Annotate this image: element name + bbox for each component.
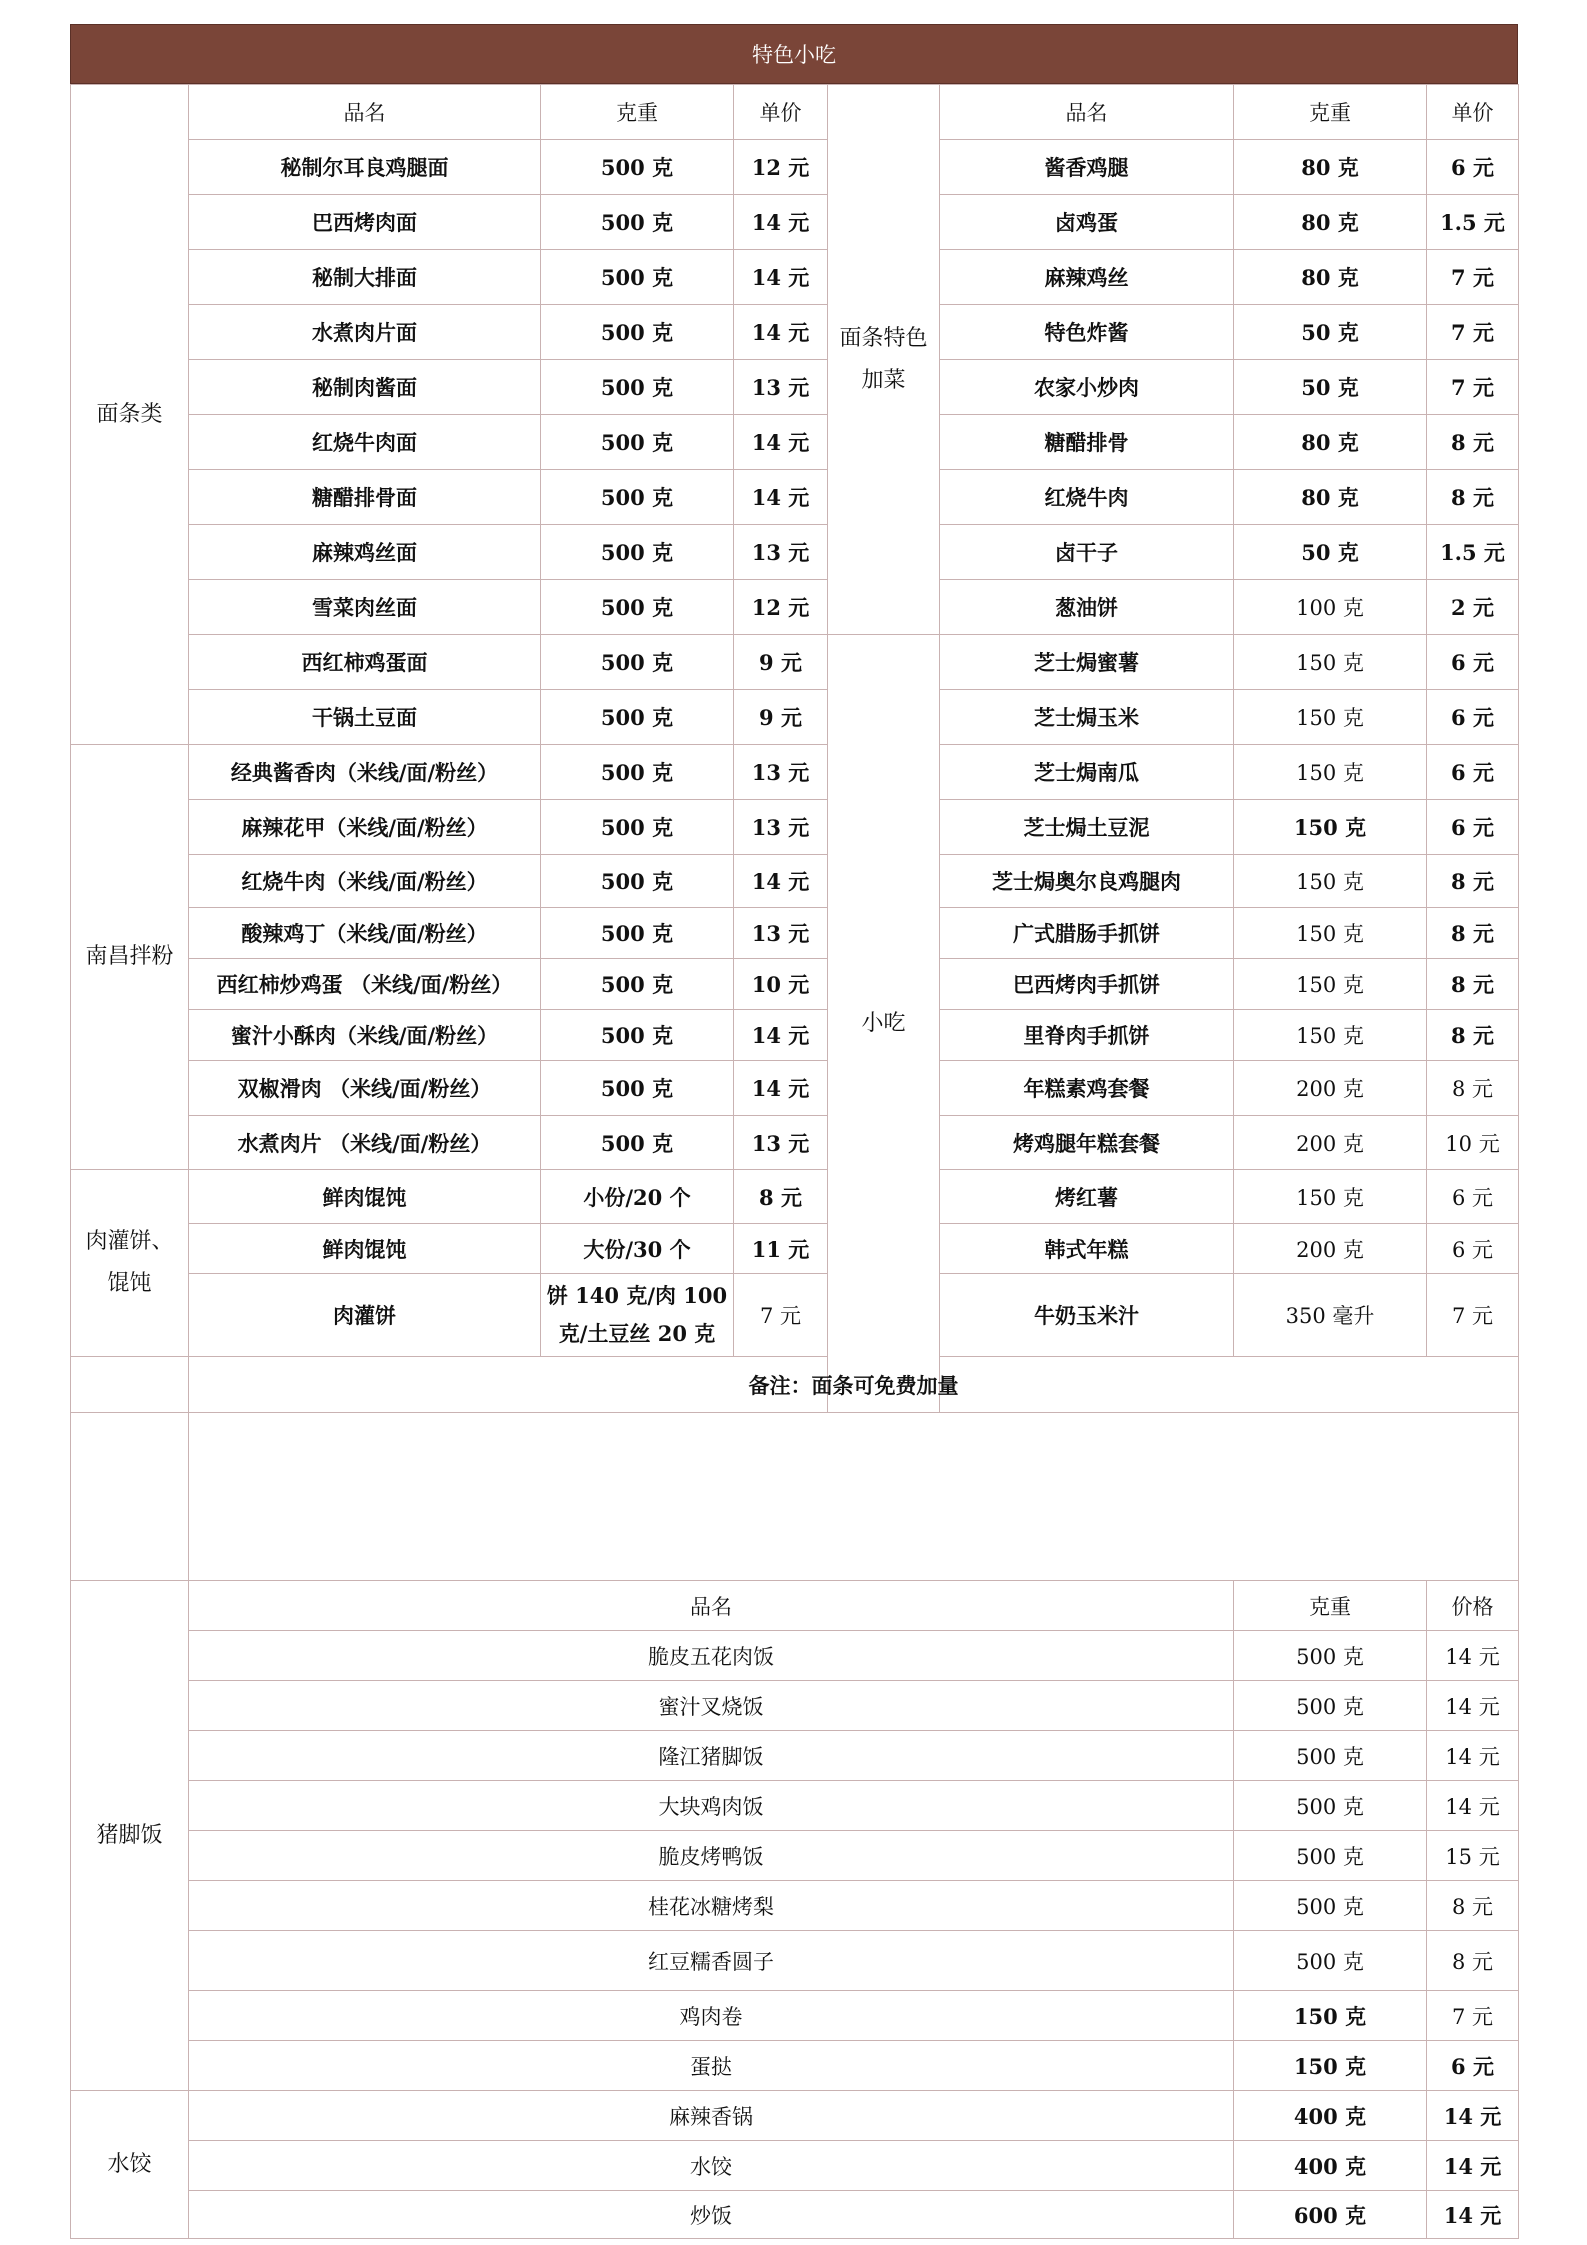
item-weight: 80 克 xyxy=(1234,415,1427,470)
table-row xyxy=(71,1781,1519,1831)
table-row xyxy=(71,140,1519,195)
item-name: 芝士焗土豆泥 xyxy=(940,800,1234,855)
item-price: 6 元 xyxy=(1427,635,1519,690)
item-price: 14 元 xyxy=(734,470,828,525)
item-name: 韩式年糕 xyxy=(940,1224,1234,1274)
table-row xyxy=(71,1116,1519,1170)
item-price: 8 元 xyxy=(1427,1931,1519,1991)
column-header-price: 价格 xyxy=(1427,1581,1519,1631)
table-row xyxy=(71,959,1519,1010)
item-price: 8 元 xyxy=(1427,415,1519,470)
item-price: 1.5 元 xyxy=(1427,525,1519,580)
item-price: 14 元 xyxy=(734,195,828,250)
item-weight: 50 克 xyxy=(1234,360,1427,415)
item-weight: 500 克 xyxy=(541,1061,734,1116)
item-weight: 500 克 xyxy=(1234,1681,1427,1731)
table-row xyxy=(71,908,1519,959)
item-weight: 150 克 xyxy=(1234,800,1427,855)
item-name: 年糕素鸡套餐 xyxy=(940,1061,1234,1116)
item-price: 7 元 xyxy=(1427,250,1519,305)
item-weight: 500 克 xyxy=(1234,1831,1427,1881)
item-weight: 500 克 xyxy=(541,1010,734,1061)
table-row xyxy=(71,2141,1519,2191)
item-name: 鲜肉馄饨 xyxy=(189,1170,541,1224)
header-row xyxy=(71,85,1519,140)
item-weight: 500 克 xyxy=(541,908,734,959)
item-name: 糖醋排骨 xyxy=(940,415,1234,470)
item-name: 脆皮烤鸭饭 xyxy=(189,1831,1234,1881)
item-price: 13 元 xyxy=(734,360,828,415)
item-weight: 150 克 xyxy=(1234,959,1427,1010)
item-name: 脆皮五花肉饭 xyxy=(189,1631,1234,1681)
note-text: 备注：面条可免费加量 xyxy=(189,1357,1519,1413)
item-name: 卤鸡蛋 xyxy=(940,195,1234,250)
item-weight: 50 克 xyxy=(1234,525,1427,580)
item-name: 酱香鸡腿 xyxy=(940,140,1234,195)
column-header-name: 品名 xyxy=(189,85,541,140)
item-weight: 200 克 xyxy=(1234,1224,1427,1274)
item-name: 隆江猪脚饭 xyxy=(189,1731,1234,1781)
item-name: 大块鸡肉饭 xyxy=(189,1781,1234,1831)
item-price: 9 元 xyxy=(734,690,828,745)
item-name: 芝士焗蜜薯 xyxy=(940,635,1234,690)
menu-sheet xyxy=(70,24,1518,2239)
table-row xyxy=(71,1631,1519,1681)
item-name: 广式腊肠手抓饼 xyxy=(940,908,1234,959)
item-weight: 150 克 xyxy=(1234,908,1427,959)
item-name: 烤鸡腿年糕套餐 xyxy=(940,1116,1234,1170)
table-row xyxy=(71,855,1519,908)
item-name: 葱油饼 xyxy=(940,580,1234,635)
item-price: 6 元 xyxy=(1427,2041,1519,2091)
item-name: 鸡肉卷 xyxy=(189,1991,1234,2041)
item-price: 2 元 xyxy=(1427,580,1519,635)
item-price: 6 元 xyxy=(1427,1170,1519,1224)
table-row xyxy=(71,1881,1519,1931)
column-header-name: 品名 xyxy=(940,85,1234,140)
table-row xyxy=(71,690,1519,745)
item-weight: 600 克 xyxy=(1234,2191,1427,2239)
table-row xyxy=(71,1061,1519,1116)
item-name: 经典酱香肉（米线/面/粉丝） xyxy=(189,745,541,800)
item-name: 巴西烤肉面 xyxy=(189,195,541,250)
item-price: 14 元 xyxy=(1427,2141,1519,2191)
table-row xyxy=(71,360,1519,415)
item-name: 双椒滑肉 （米线/面/粉丝） xyxy=(189,1061,541,1116)
item-name: 牛奶玉米汁 xyxy=(940,1274,1234,1357)
item-name: 蜜汁叉烧饭 xyxy=(189,1681,1234,1731)
upper-menu-table xyxy=(70,84,1519,1581)
item-weight: 150 克 xyxy=(1234,1010,1427,1061)
item-weight: 500 克 xyxy=(541,525,734,580)
item-name: 红豆糯香圆子 xyxy=(189,1931,1234,1991)
table-row xyxy=(71,635,1519,690)
item-weight: 150 克 xyxy=(1234,635,1427,690)
item-name: 酸辣鸡丁（米线/面/粉丝） xyxy=(189,908,541,959)
item-price: 7 元 xyxy=(734,1274,828,1357)
note-spacer xyxy=(71,1357,189,1413)
item-name: 特色炸酱 xyxy=(940,305,1234,360)
item-price: 13 元 xyxy=(734,1116,828,1170)
item-name: 红烧牛肉（米线/面/粉丝） xyxy=(189,855,541,908)
item-price: 10 元 xyxy=(734,959,828,1010)
column-header-weight: 克重 xyxy=(1234,1581,1427,1631)
item-name: 麻辣鸡丝 xyxy=(940,250,1234,305)
table-row xyxy=(71,415,1519,470)
table-row xyxy=(71,1010,1519,1061)
item-name: 桂花冰糖烤梨 xyxy=(189,1881,1234,1931)
item-price: 6 元 xyxy=(1427,800,1519,855)
table-row xyxy=(71,580,1519,635)
category-label: 小吃 xyxy=(828,635,940,1413)
blank-cell xyxy=(71,1413,189,1581)
item-weight: 350 毫升 xyxy=(1234,1274,1427,1357)
item-name: 秘制大排面 xyxy=(189,250,541,305)
item-price: 6 元 xyxy=(1427,1224,1519,1274)
item-name: 西红柿炒鸡蛋 （米线/面/粉丝） xyxy=(189,959,541,1010)
item-name: 麻辣鸡丝面 xyxy=(189,525,541,580)
item-price: 14 元 xyxy=(734,855,828,908)
item-weight: 400 克 xyxy=(1234,2141,1427,2191)
item-weight: 大份/30 个 xyxy=(541,1224,734,1274)
item-name: 红烧牛肉 xyxy=(940,470,1234,525)
item-weight: 150 克 xyxy=(1234,2041,1427,2091)
item-price: 14 元 xyxy=(1427,1781,1519,1831)
table-row xyxy=(71,305,1519,360)
item-weight: 500 克 xyxy=(541,195,734,250)
item-weight: 500 克 xyxy=(541,580,734,635)
item-weight: 500 克 xyxy=(541,140,734,195)
item-price: 8 元 xyxy=(1427,908,1519,959)
table-row xyxy=(71,1681,1519,1731)
item-name: 肉灌饼 xyxy=(189,1274,541,1357)
category-label: 肉灌饼、馄饨 xyxy=(71,1170,189,1357)
item-name: 芝士焗玉米 xyxy=(940,690,1234,745)
item-name: 糖醋排骨面 xyxy=(189,470,541,525)
item-name: 雪菜肉丝面 xyxy=(189,580,541,635)
item-price: 8 元 xyxy=(1427,855,1519,908)
table-row xyxy=(71,250,1519,305)
item-weight: 500 克 xyxy=(541,470,734,525)
item-price: 10 元 xyxy=(1427,1116,1519,1170)
item-price: 14 元 xyxy=(734,1061,828,1116)
item-name: 干锅土豆面 xyxy=(189,690,541,745)
item-name: 水煮肉片面 xyxy=(189,305,541,360)
item-price: 12 元 xyxy=(734,140,828,195)
item-weight: 500 克 xyxy=(541,1116,734,1170)
table-row xyxy=(71,525,1519,580)
item-weight: 500 克 xyxy=(541,250,734,305)
table-row xyxy=(71,2041,1519,2091)
category-label: 水饺 xyxy=(71,2091,189,2239)
item-price: 14 元 xyxy=(734,250,828,305)
item-name: 芝士焗奥尔良鸡腿肉 xyxy=(940,855,1234,908)
item-price: 11 元 xyxy=(734,1224,828,1274)
item-weight: 500 克 xyxy=(541,635,734,690)
column-header-weight: 克重 xyxy=(1234,85,1427,140)
category-label: 面条特色加菜 xyxy=(828,85,940,635)
item-price: 8 元 xyxy=(1427,959,1519,1010)
table-row xyxy=(71,1831,1519,1881)
item-weight: 200 克 xyxy=(1234,1061,1427,1116)
item-price: 7 元 xyxy=(1427,360,1519,415)
item-name: 麻辣香锅 xyxy=(189,2091,1234,2141)
column-header-price: 单价 xyxy=(1427,85,1519,140)
item-weight: 150 克 xyxy=(1234,745,1427,800)
item-weight: 500 克 xyxy=(541,415,734,470)
table-row xyxy=(71,1991,1519,2041)
table-row xyxy=(71,1731,1519,1781)
item-name: 里脊肉手抓饼 xyxy=(940,1010,1234,1061)
item-weight: 80 克 xyxy=(1234,250,1427,305)
column-header-name: 品名 xyxy=(189,1581,1234,1631)
table-row xyxy=(71,2191,1519,2239)
item-weight: 500 克 xyxy=(541,305,734,360)
item-price: 8 元 xyxy=(1427,1010,1519,1061)
item-weight: 200 克 xyxy=(1234,1116,1427,1170)
item-price: 6 元 xyxy=(1427,745,1519,800)
item-price: 8 元 xyxy=(1427,1881,1519,1931)
item-weight: 80 克 xyxy=(1234,195,1427,250)
item-weight: 500 克 xyxy=(541,855,734,908)
item-price: 14 元 xyxy=(734,1010,828,1061)
item-name: 巴西烤肉手抓饼 xyxy=(940,959,1234,1010)
item-price: 14 元 xyxy=(1427,1731,1519,1781)
lower-menu-table xyxy=(70,1580,1519,2239)
item-price: 1.5 元 xyxy=(1427,195,1519,250)
item-weight: 400 克 xyxy=(1234,2091,1427,2141)
item-weight: 100 克 xyxy=(1234,580,1427,635)
item-weight: 80 克 xyxy=(1234,140,1427,195)
item-price: 9 元 xyxy=(734,635,828,690)
category-label: 猪脚饭 xyxy=(71,1581,189,2091)
item-price: 14 元 xyxy=(1427,1681,1519,1731)
item-price: 14 元 xyxy=(734,305,828,360)
item-weight: 500 克 xyxy=(1234,1931,1427,1991)
item-price: 8 元 xyxy=(1427,470,1519,525)
menu-title: 特色小吃 xyxy=(70,24,1518,84)
item-weight: 50 克 xyxy=(1234,305,1427,360)
item-price: 14 元 xyxy=(734,415,828,470)
item-weight: 500 克 xyxy=(1234,1731,1427,1781)
item-price: 14 元 xyxy=(1427,1631,1519,1681)
item-price: 6 元 xyxy=(1427,140,1519,195)
item-price: 12 元 xyxy=(734,580,828,635)
table-row xyxy=(71,1931,1519,1991)
table-row xyxy=(71,1224,1519,1274)
item-name: 红烧牛肉面 xyxy=(189,415,541,470)
item-weight: 小份/20 个 xyxy=(541,1170,734,1224)
item-name: 鲜肉馄饨 xyxy=(189,1224,541,1274)
column-header-weight: 克重 xyxy=(541,85,734,140)
item-name: 农家小炒肉 xyxy=(940,360,1234,415)
column-header-price: 单价 xyxy=(734,85,828,140)
item-weight: 500 克 xyxy=(541,360,734,415)
item-price: 13 元 xyxy=(734,745,828,800)
item-weight: 500 克 xyxy=(541,800,734,855)
item-name: 蜜汁小酥肉（米线/面/粉丝） xyxy=(189,1010,541,1061)
item-weight: 500 克 xyxy=(1234,1631,1427,1681)
item-weight: 80 克 xyxy=(1234,470,1427,525)
category-label: 南昌拌粉 xyxy=(71,745,189,1170)
item-price: 7 元 xyxy=(1427,1991,1519,2041)
item-price: 7 元 xyxy=(1427,305,1519,360)
item-weight: 150 克 xyxy=(1234,1170,1427,1224)
item-name: 烤红薯 xyxy=(940,1170,1234,1224)
table-row xyxy=(71,195,1519,250)
note-row xyxy=(71,1357,1519,1413)
item-price: 13 元 xyxy=(734,525,828,580)
item-name: 芝士焗南瓜 xyxy=(940,745,1234,800)
item-price: 7 元 xyxy=(1427,1274,1519,1357)
item-weight: 150 克 xyxy=(1234,1991,1427,2041)
item-weight: 饼 140 克/肉 100 克/土豆丝 20 克 xyxy=(541,1274,734,1357)
item-price: 13 元 xyxy=(734,908,828,959)
item-name: 卤干子 xyxy=(940,525,1234,580)
item-name: 西红柿鸡蛋面 xyxy=(189,635,541,690)
item-name: 水饺 xyxy=(189,2141,1234,2191)
item-weight: 500 克 xyxy=(1234,1781,1427,1831)
item-weight: 500 克 xyxy=(541,745,734,800)
table-row xyxy=(71,745,1519,800)
item-price: 14 元 xyxy=(1427,2191,1519,2239)
item-price: 8 元 xyxy=(734,1170,828,1224)
item-weight: 500 克 xyxy=(541,959,734,1010)
item-weight: 150 克 xyxy=(1234,855,1427,908)
table-row xyxy=(71,1274,1519,1357)
category-label: 面条类 xyxy=(71,85,189,745)
item-price: 8 元 xyxy=(1427,1061,1519,1116)
item-price: 14 元 xyxy=(1427,2091,1519,2141)
table-row xyxy=(71,1170,1519,1224)
item-name: 蛋挞 xyxy=(189,2041,1234,2091)
blank-row xyxy=(71,1413,1519,1581)
item-name: 麻辣花甲（米线/面/粉丝） xyxy=(189,800,541,855)
item-price: 15 元 xyxy=(1427,1831,1519,1881)
item-price: 13 元 xyxy=(734,800,828,855)
item-price: 6 元 xyxy=(1427,690,1519,745)
item-name: 炒饭 xyxy=(189,2191,1234,2239)
blank-cell xyxy=(189,1413,1519,1581)
item-weight: 150 克 xyxy=(1234,690,1427,745)
header-row xyxy=(71,1581,1519,1631)
table-row xyxy=(71,800,1519,855)
item-name: 秘制尔耳良鸡腿面 xyxy=(189,140,541,195)
table-row xyxy=(71,470,1519,525)
table-row xyxy=(71,2091,1519,2141)
item-name: 秘制肉酱面 xyxy=(189,360,541,415)
item-name: 水煮肉片 （米线/面/粉丝） xyxy=(189,1116,541,1170)
item-weight: 500 克 xyxy=(1234,1881,1427,1931)
item-weight: 500 克 xyxy=(541,690,734,745)
